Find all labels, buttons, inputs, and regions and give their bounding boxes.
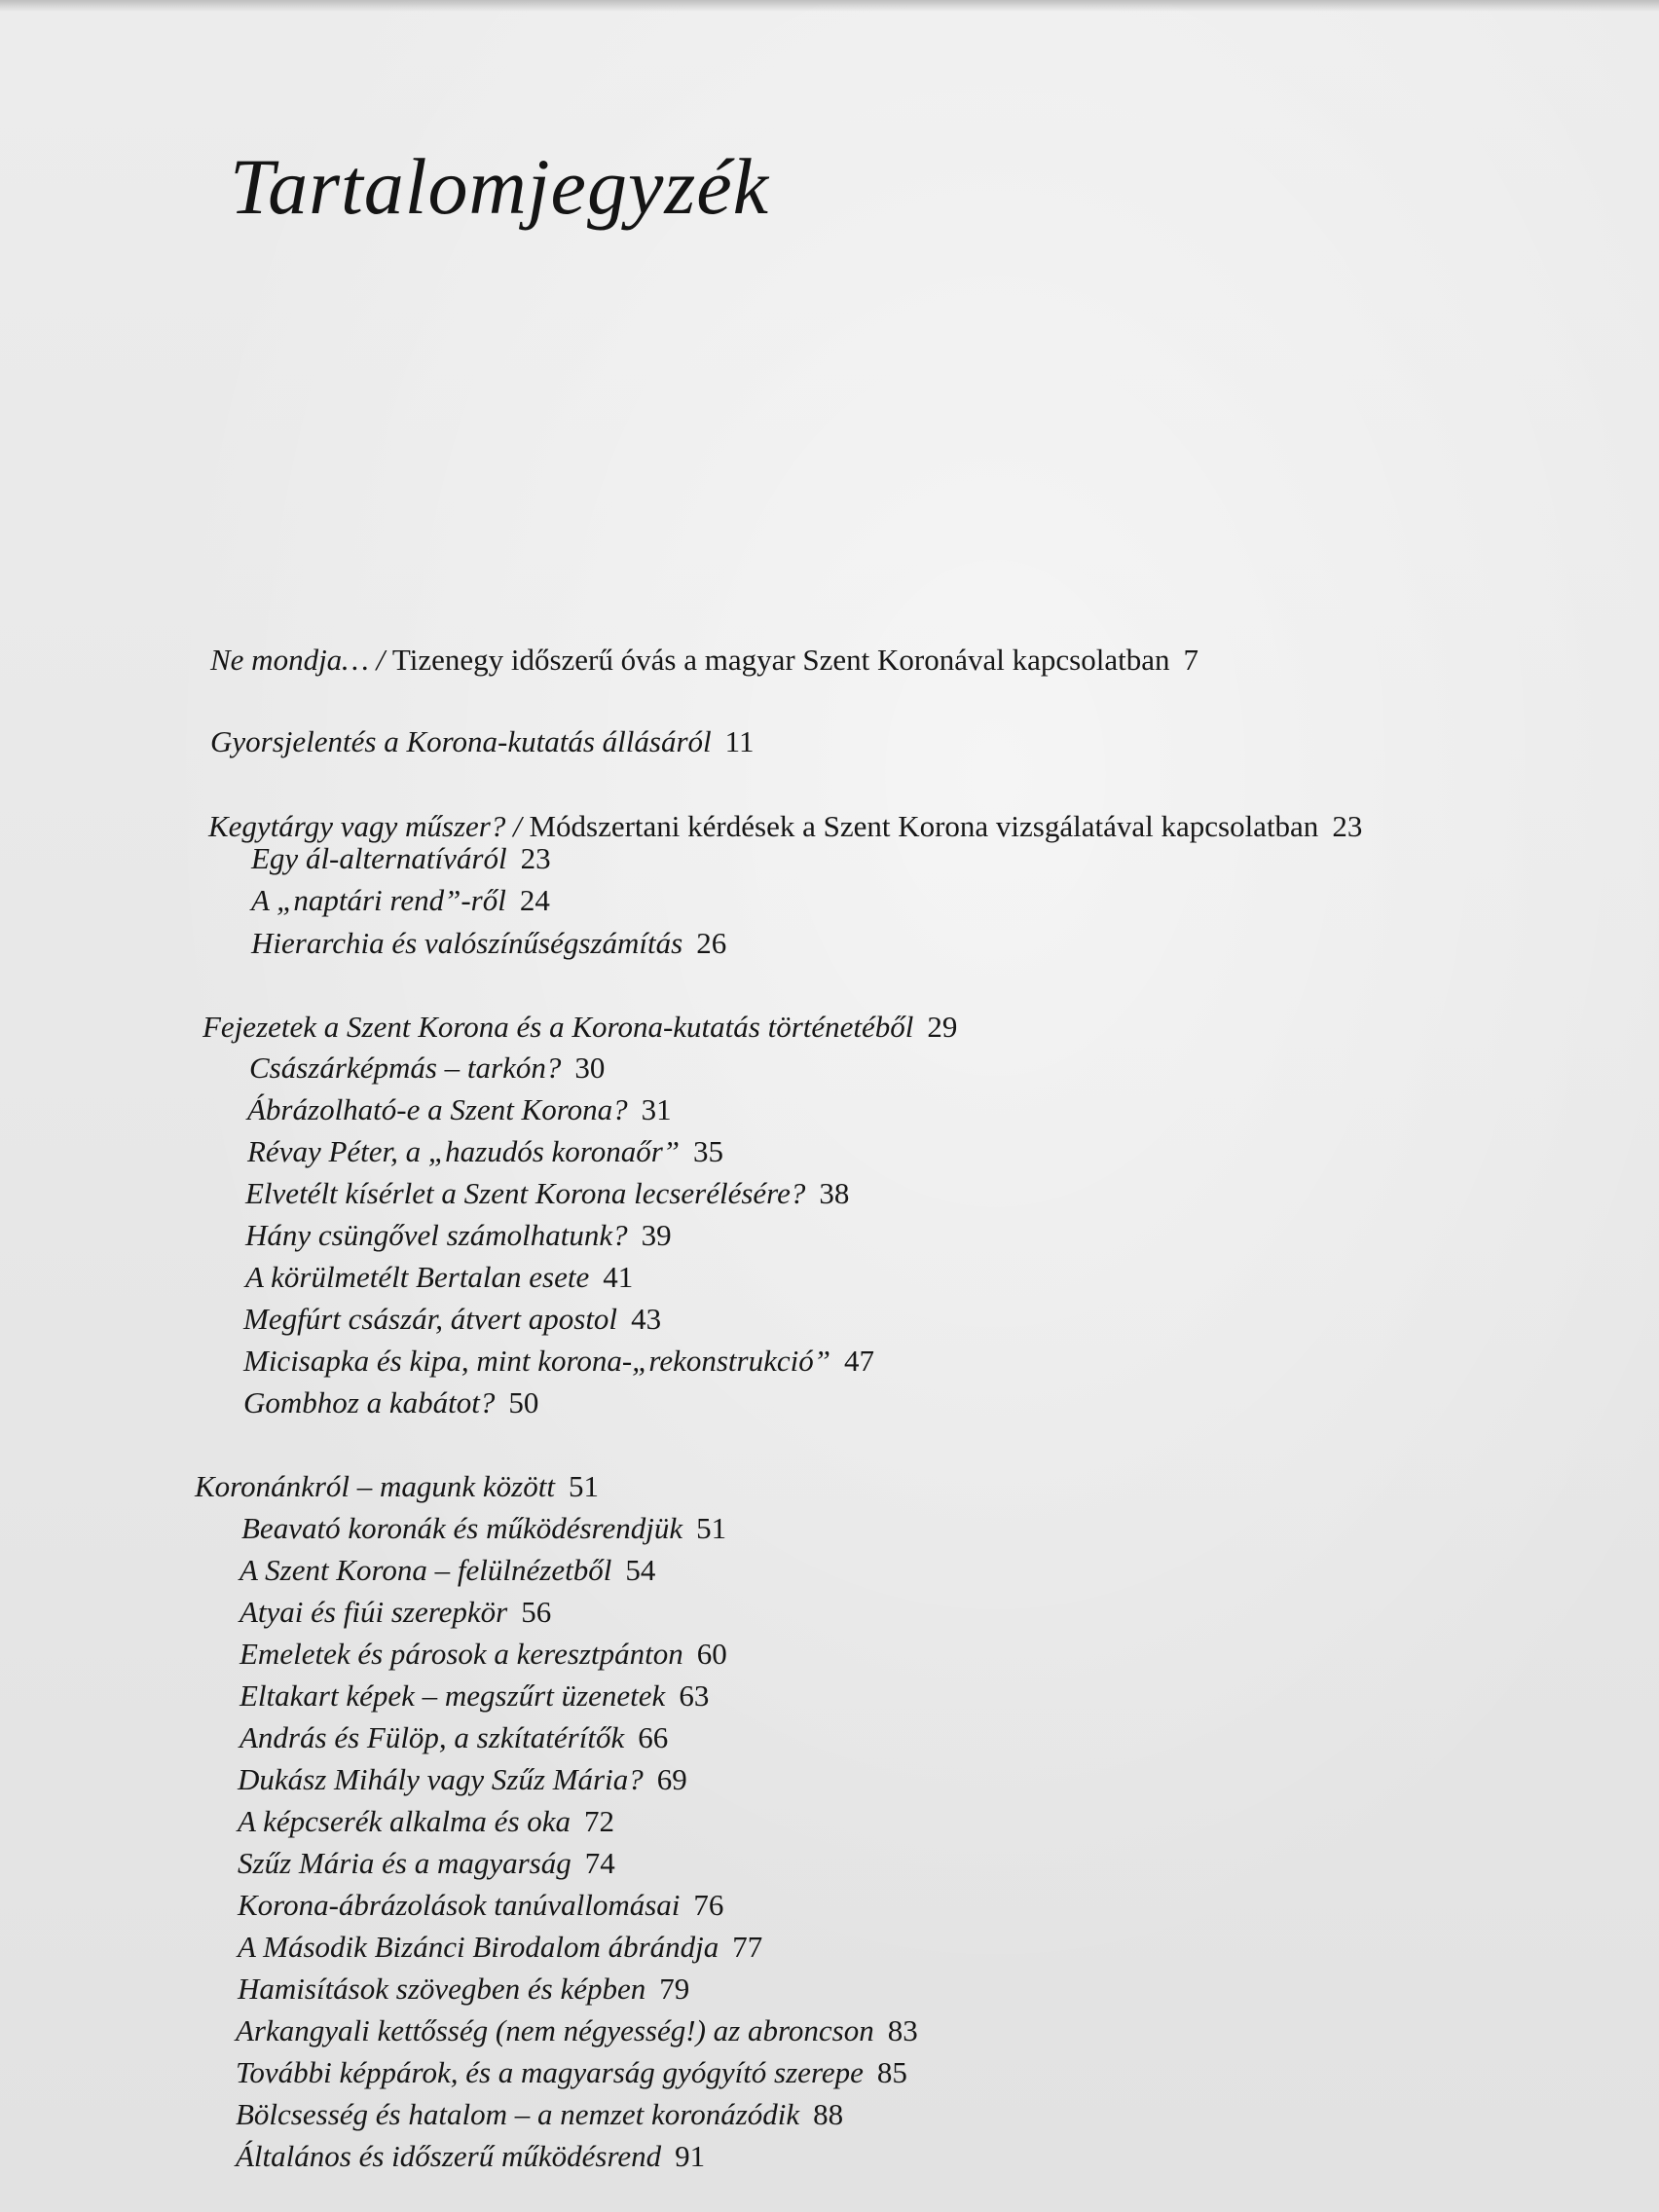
toc-subentry: Bölcsesség és hatalom – a nemzet koronázódik 88 (236, 2097, 844, 2131)
toc-subentry: Eltakart képek – megszűrt üzenetek 63 (240, 1678, 710, 1713)
toc-subentry: Beavató koronák és működésrendjük 51 (241, 1511, 727, 1545)
toc-subentry: Általános és időszerű működésrend 91 (236, 2139, 706, 2173)
toc-subentry: A képcserék alkalma és oka 72 (238, 1804, 615, 1838)
toc-subentry: Ábrázolható-e a Szent Korona? 31 (247, 1092, 672, 1126)
toc-entry: Fejezetek a Szent Korona és a Korona-kutatás történetéből 29 (203, 1010, 958, 1044)
toc-subentry: Révay Péter, a „hazudós koronaőr” 35 (247, 1134, 724, 1168)
toc-subentry: Korona-ábrázolások tanúvallomásai 76 (238, 1888, 724, 1922)
page-title: Tartalomjegyzék (230, 142, 770, 231)
toc-subentry: A körülmetélt Bertalan esete 41 (245, 1260, 634, 1294)
toc-subentry: András és Fülöp, a szkítatérítők 66 (240, 1720, 669, 1754)
page-top-edge (0, 0, 1659, 12)
toc-entry: Koronánkról – magunk között 51 (195, 1469, 599, 1503)
toc-subentry: Atyai és fiúi szerepkör 56 (240, 1595, 552, 1629)
toc-subentry: Egy ál-alternatíváról 23 (251, 841, 551, 875)
toc-entry: Ne mondja… / Tizenegy időszerű óvás a magyar Szent Koronával kapcsolatban 7 (210, 643, 1198, 677)
toc-subentry: Gombhoz a kabátot? 50 (243, 1385, 539, 1419)
toc-subentry: Hány csüngővel számolhatunk? 39 (245, 1218, 672, 1252)
toc-subentry: A „naptári rend”-ről 24 (251, 883, 550, 917)
toc-entry: Gyorsjelentés a Korona-kutatás állásáról 11 (210, 724, 755, 758)
toc-subentry: A Második Bizánci Birodalom ábrándja 77 (238, 1930, 763, 1964)
toc-subentry: Császárképmás – tarkón? 30 (249, 1051, 606, 1085)
toc-subentry: Megfúrt császár, átvert apostol 43 (243, 1302, 662, 1336)
toc-subentry: Hierarchia és valószínűségszámítás 26 (251, 926, 727, 960)
toc-subentry: Elvetélt kísérlet a Szent Korona lecserélésére? 38 (245, 1176, 850, 1210)
toc-subentry: Dukász Mihály vagy Szűz Mária? 69 (238, 1762, 687, 1796)
toc-subentry: Hamisítások szövegben és képben 79 (238, 1972, 690, 2006)
toc-subentry: Arkangyali kettősség (nem négyesség!) az abroncson 83 (236, 2013, 918, 2047)
toc-subentry: Micisapka és kipa, mint korona-„rekonstrukció” 47 (243, 1344, 874, 1378)
toc-subentry: Emeletek és párosok a keresztpánton 60 (240, 1637, 727, 1671)
toc-subentry: További képpárok, és a magyarság gyógyító szerepe 85 (236, 2055, 907, 2089)
toc-subentry: A Szent Korona – felülnézetből 54 (240, 1553, 656, 1587)
toc-entry: Kegytárgy vagy műszer? / Módszertani kérdések a Szent Korona vizsgálatával kapcsolatban 23 (208, 809, 1363, 843)
toc-subentry: Szűz Mária és a magyarság 74 (238, 1846, 615, 1880)
